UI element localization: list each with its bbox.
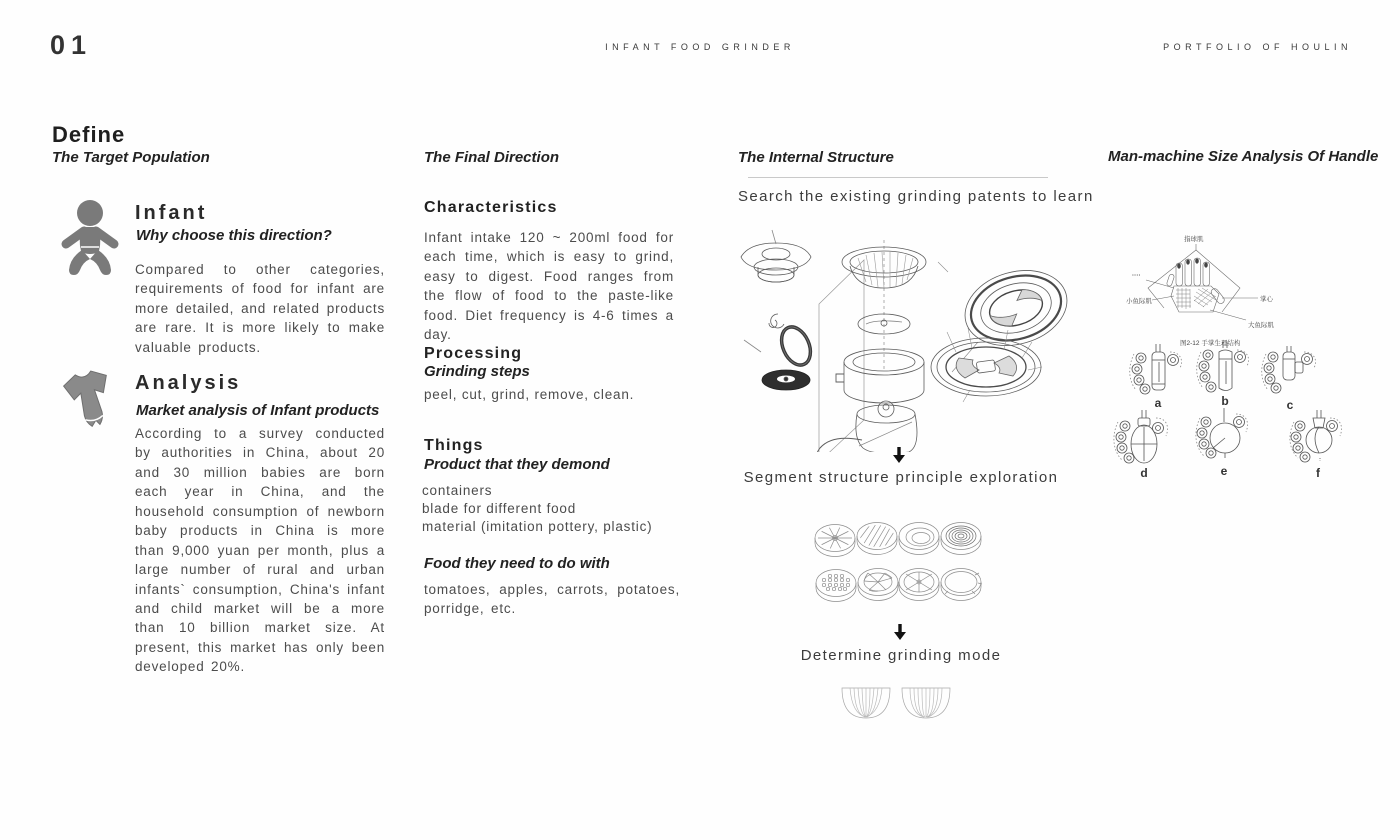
analysis-subheading: Market analysis of Infant products [136, 402, 380, 419]
grip-diagram-a [1126, 344, 1190, 410]
infant-heading: Infant [135, 202, 208, 224]
analysis-body: According to a survey conducted by authorities in China, about 20 and 30 million babies are born each year in China, and the household consumption of newborn baby products in China is more than 9,000 yuan per month, plus a large number of rural and urban infants` consumption, China's infant and child market will be a more than 10 billion market size. At present, this market has only been developed 20%. [135, 426, 385, 675]
define-subtitle: The Target Population [52, 149, 210, 166]
analysis-heading: Analysis [135, 372, 242, 394]
grip-label: f [1316, 466, 1320, 480]
processing-body: peel, cut, grind, remove, clean. [424, 387, 635, 402]
baby-icon [55, 198, 125, 288]
characteristics-body: Infant intake 120 ~ 200ml food for each time, which is easy to grind, easy to digest. Food ranges from the flow of food to the paste-like food. Diet frequency is 4-6 times a day. [424, 230, 674, 343]
onesie-icon [52, 366, 130, 444]
grip-label: a [1154, 396, 1162, 410]
grinding-dome-sketches [840, 686, 958, 722]
hand-label-right: 掌心 [1260, 296, 1273, 303]
step3-text: Determine grinding mode [800, 647, 1002, 664]
final-direction-title: The Final Direction [424, 149, 560, 166]
things-subheading: Product that they demond [424, 456, 610, 473]
infant-subheading: Why choose this direction? [136, 227, 332, 244]
step2-text: Segment structure principle exploration [743, 469, 1059, 486]
list-item: blade for different food [422, 501, 577, 517]
grip-diagram-b [1193, 342, 1257, 408]
hand-diagram [1118, 236, 1298, 336]
infant-body: Compared to other categories, requirements of food for infant are more detailed, and related products are rare. It is more likely to make valuable products. [135, 262, 385, 355]
step1-text: Search the existing grinding patents to learn [738, 188, 1094, 205]
down-arrow-icon [892, 447, 906, 464]
characteristics-heading: Characteristics [424, 199, 558, 216]
divider [748, 177, 1048, 178]
hand-caption: 图2-12 手掌生理结构 [1180, 340, 1241, 347]
define-title: Define [52, 122, 126, 147]
grip-diagram-d [1112, 410, 1176, 480]
hand-label-left: 小鱼际肌 [1126, 298, 1152, 305]
page-number: 01 [50, 30, 93, 60]
things-heading: Things [424, 437, 484, 454]
portfolio-title: PORTFOLIO OF HOULIN [1163, 42, 1352, 52]
processing-heading: Processing [424, 345, 523, 362]
things-list [422, 482, 682, 537]
food-subheading: Food they need to do with [424, 555, 610, 572]
list-item: material (imitation pottery, plastic) [422, 519, 653, 535]
down-arrow-icon [893, 624, 907, 641]
man-machine-title: Man-machine Size Analysis Of Handle [1108, 148, 1379, 165]
grinding-disc-sketches [810, 517, 990, 609]
internal-structure-title: The Internal Structure [738, 149, 894, 166]
document-title: INFANT FOOD GRINDER [605, 42, 795, 52]
grip-label: b [1221, 394, 1229, 408]
grip-diagram-f [1286, 410, 1350, 480]
hand-label-bottom: 大鱼际肌 [1248, 322, 1274, 329]
hand-label-dots: ···· [1132, 272, 1141, 279]
grip-label: c [1286, 398, 1294, 412]
grip-label: d [1140, 466, 1148, 480]
grip-diagram-c [1258, 346, 1322, 412]
hand-label-top: 指球肌 [1184, 236, 1204, 243]
patent-drawings [716, 222, 1084, 452]
grip-diagram-e [1192, 408, 1256, 478]
food-body: tomatoes, apples, carrots, potatoes, porridge, etc. [424, 582, 680, 617]
list-item: containers [422, 483, 493, 498]
processing-subheading: Grinding steps [424, 363, 530, 380]
grip-label: e [1220, 464, 1228, 478]
